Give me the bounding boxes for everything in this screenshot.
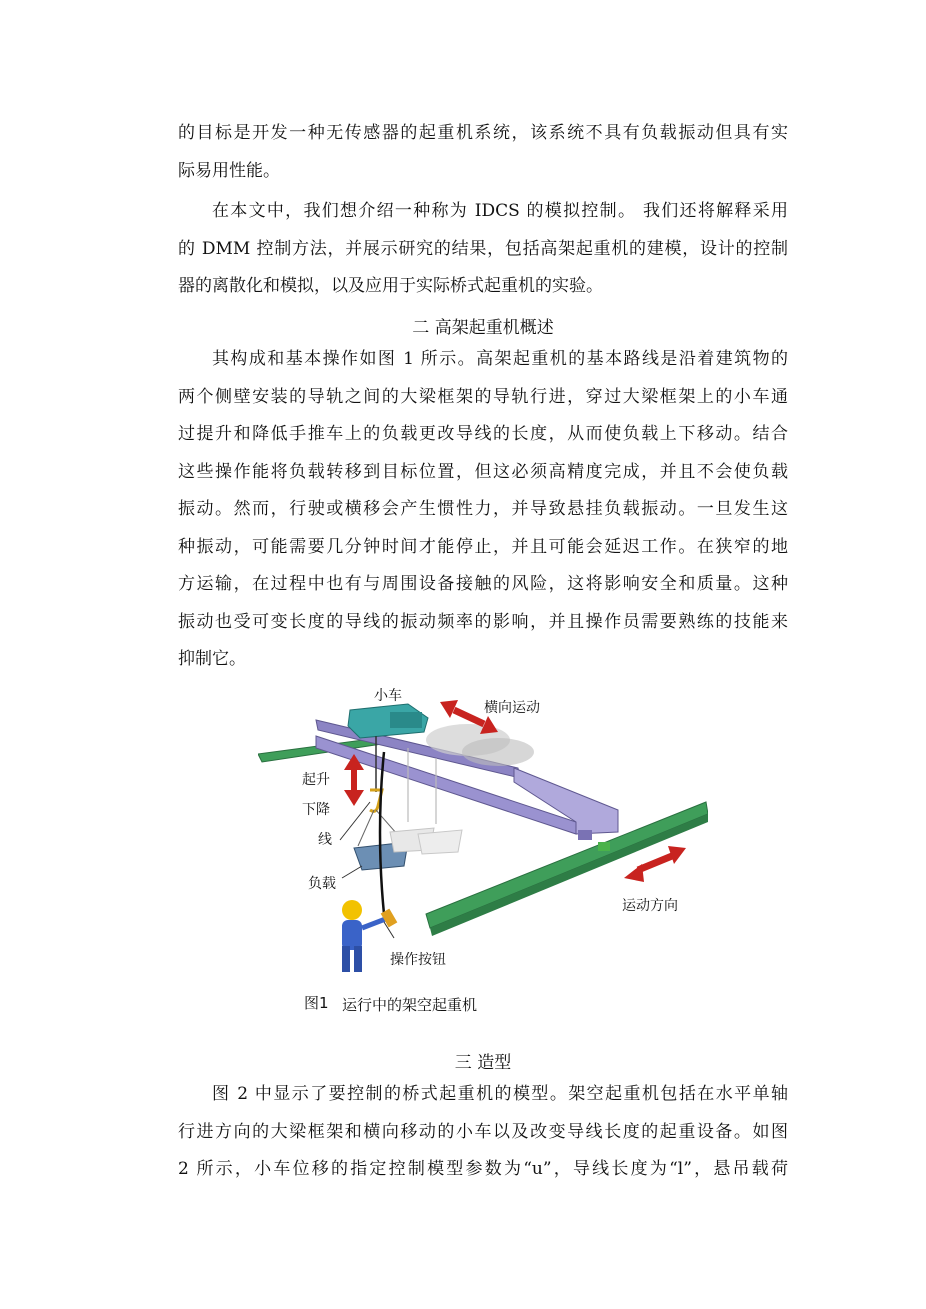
text-line: 这些操作能将负载转移到目标位置，但这必须高精度完成，并且不会使负载 xyxy=(178,461,788,482)
paragraph-3 xyxy=(178,341,788,679)
text-line: 方运输，在过程中也有与周围设备接触的风险，这将影响安全和质量。这种 xyxy=(178,574,788,594)
trolley-ghost xyxy=(462,738,534,766)
section-heading-3: 三 造型 xyxy=(454,1053,512,1073)
leader-line xyxy=(342,866,362,878)
section-heading-2: 二 高架起重机概述 xyxy=(412,318,554,338)
label-load: 负载 xyxy=(308,876,336,892)
paragraph-1 xyxy=(178,115,788,190)
figure-caption-text: 运行中的架空起重机 xyxy=(342,996,478,1014)
paragraph-2 xyxy=(178,193,788,306)
text-line: 际易用性能。 xyxy=(178,160,280,181)
text-line: 图 2 中显示了要控制的桥式起重机的模型。架空起重机包括在水平单轴 xyxy=(212,1084,788,1104)
text-line: 种振动，可能需要几分钟时间才能停止，并且可能会延迟工作。在狭窄的地 xyxy=(178,536,788,557)
girder-wheel xyxy=(578,830,592,840)
label-hoist: 起升 xyxy=(302,772,330,788)
paragraph-4 xyxy=(178,1076,788,1189)
text-line: 两个侧壁安装的导轨之间的大梁框架的导轨行进，穿过大梁框架上的小车通 xyxy=(178,386,788,407)
text-line: 行进方向的大梁框架和横向移动的小车以及改变导线长度的起重设备。如图 xyxy=(178,1121,788,1142)
text-line: 的 DMM 控制方法，并展示研究的结果，包括高架起重机的建模，设计的控制 xyxy=(178,238,788,259)
text-line: 振动。然而，行驶或横移会产生惯性力，并导致悬挂负载振动。一旦发生这 xyxy=(178,499,788,519)
leader-line xyxy=(340,802,370,840)
label-travel: 运动方向 xyxy=(622,898,678,914)
text-line: 其构成和基本操作如图 1 所示。高架起重机的基本路线是沿着建筑物的 xyxy=(212,349,788,369)
load-sling xyxy=(358,810,374,846)
figure-1-crane-illustration xyxy=(258,682,708,1022)
girder-wheel xyxy=(598,842,610,851)
label-trolley: 小车 xyxy=(374,688,402,704)
text-line: 的目标是开发一种无传感器的起重机系统，该系统不具有负载振动但具有实 xyxy=(178,123,788,143)
trolley-hoist xyxy=(390,712,422,728)
rail-right-side xyxy=(430,814,708,936)
text-line: 抑制它。 xyxy=(178,649,246,669)
label-button: 操作按钮 xyxy=(390,952,446,968)
figure-caption-number: 图1 xyxy=(304,994,329,1012)
text-line: 器的离散化和模拟，以及应用于实际桥式起重机的实验。 xyxy=(178,276,603,296)
text-line: 2 所示，小车位移的指定控制模型参数为“u”，导线长度为“l”，悬吊载荷 xyxy=(178,1159,788,1179)
pendant-cable xyxy=(380,752,384,914)
label-wire: 线 xyxy=(318,832,332,848)
text-line: 在本文中，我们想介绍一种称为 IDCS 的模拟控制。 我们还将解释采用 xyxy=(212,201,788,221)
load-ghost xyxy=(418,830,462,854)
label-lateral: 横向运动 xyxy=(484,700,540,716)
text-line: 振动也受可变长度的导线的振动频率的影响，并且操作员需要熟练的技能来 xyxy=(178,611,788,632)
text-line: 过提升和降低手推车上的负载更改导线的长度，从而使负载上下移动。结合 xyxy=(178,424,788,444)
label-lower: 下降 xyxy=(302,802,330,818)
